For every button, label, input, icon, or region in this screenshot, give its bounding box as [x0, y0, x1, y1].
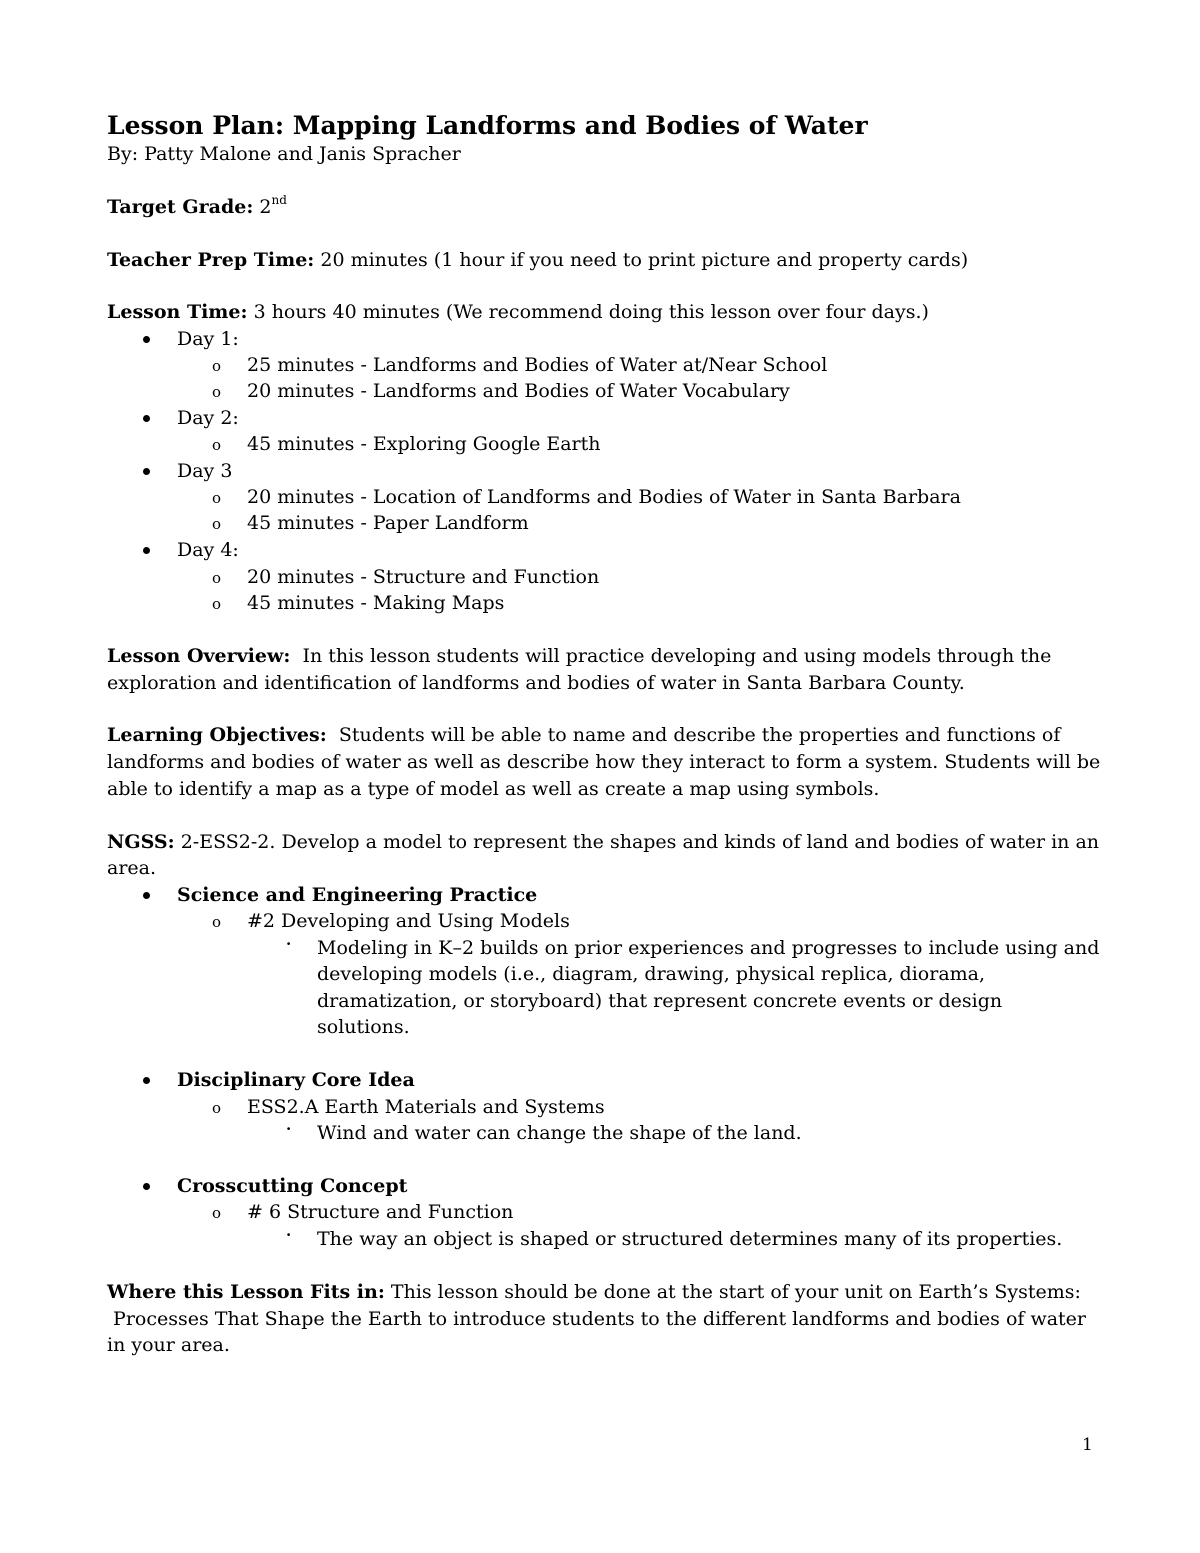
ngss-line: area. — [107, 857, 157, 879]
circle-bullet-icon: o — [212, 1099, 222, 1117]
schedule-item: 45 minutes - Exploring Google Earth — [247, 433, 601, 455]
day-label: Day 4: — [177, 539, 239, 561]
section-heading: Disciplinary Core Idea — [177, 1069, 415, 1091]
target-grade-value: 2 — [259, 196, 272, 218]
circle-bullet-icon: o — [212, 1204, 222, 1222]
ngss-label: NGSS: — [107, 831, 175, 853]
lesson-time — [107, 303, 929, 322]
circle-bullet-icon: o — [212, 489, 222, 507]
objectives-label: Learning Objectives: — [107, 724, 327, 746]
section-detail: developing models (i.e., diagram, drawing, physical replica, diorama, — [317, 963, 986, 985]
bullet-icon — [143, 892, 150, 899]
section-sub: ESS2.A Earth Materials and Systems — [247, 1096, 605, 1118]
square-bullet-icon: · — [286, 935, 292, 953]
fits-line: This lesson should be done at the start of your unit on Earth’s Systems: — [390, 1281, 1081, 1303]
schedule-item: 45 minutes - Paper Landform — [247, 512, 529, 534]
circle-bullet-icon: o — [212, 569, 222, 587]
bullet-icon — [143, 336, 150, 343]
circle-bullet-icon: o — [212, 515, 222, 533]
schedule-item: 20 minutes - Landforms and Bodies of Water Vocabulary — [247, 380, 790, 402]
overview-line: In this lesson students will practice developing and using models through the — [302, 645, 1052, 667]
schedule-item: 45 minutes - Making Maps — [247, 592, 505, 614]
overview-line: exploration and identification of landforms and bodies of water in Santa Barbara County. — [107, 672, 965, 694]
square-bullet-icon: · — [286, 1120, 292, 1138]
bullet-icon — [143, 547, 150, 554]
lesson-time-value: 3 hours 40 minutes (We recommend doing this lesson over four days.) — [253, 301, 929, 323]
day-label: Day 3 — [177, 460, 233, 482]
bullet-icon — [143, 468, 150, 475]
circle-bullet-icon: o — [212, 595, 222, 613]
circle-bullet-icon: o — [212, 913, 222, 931]
page-number: 1 — [1082, 1435, 1093, 1455]
fits-line: Processes That Shape the Earth to introduce students to the different landforms and bodies of water — [107, 1308, 1087, 1330]
section-heading: Crosscutting Concept — [177, 1175, 408, 1197]
authors: By: Patty Malone and Janis Spracher — [107, 143, 461, 165]
section-sub: # 6 Structure and Function — [247, 1201, 514, 1223]
section-detail: solutions. — [317, 1016, 410, 1038]
day-label: Day 1: — [177, 328, 239, 350]
schedule-item: 20 minutes - Location of Landforms and Bodies of Water in Santa Barbara — [247, 486, 961, 508]
fits-label: Where this Lesson Fits in: — [107, 1281, 385, 1303]
schedule-item: 25 minutes - Landforms and Bodies of Water at/Near School — [247, 354, 828, 376]
circle-bullet-icon: o — [212, 436, 222, 454]
overview-label: Lesson Overview: — [107, 645, 291, 667]
target-grade — [107, 193, 287, 218]
section-sub: #2 Developing and Using Models — [247, 910, 570, 932]
objectives-line: landforms and bodies of water as well as describe how they interact to form a system. Students will be — [107, 751, 1101, 773]
target-grade-sup: nd — [271, 193, 287, 207]
square-bullet-icon: · — [286, 1226, 292, 1244]
circle-bullet-icon: o — [212, 357, 222, 375]
ngss — [107, 833, 1099, 852]
bullet-icon — [143, 1183, 150, 1190]
section-detail: Modeling in K–2 builds on prior experiences and progresses to include using and — [317, 937, 1100, 959]
fits — [107, 1283, 1081, 1302]
overview — [107, 647, 1051, 666]
section-heading: Science and Engineering Practice — [177, 884, 538, 906]
prep-time — [107, 251, 968, 270]
lesson-time-label: Lesson Time: — [107, 301, 248, 323]
objectives — [107, 726, 1060, 745]
section-detail: Wind and water can change the shape of the land. — [317, 1122, 802, 1144]
section-detail: The way an object is shaped or structured determines many of its properties. — [317, 1228, 1063, 1250]
section-detail: dramatization, or storyboard) that represent concrete events or design — [317, 990, 1003, 1012]
prep-time-label: Teacher Prep Time: — [107, 249, 315, 271]
prep-time-value: 20 minutes (1 hour if you need to print picture and property cards) — [320, 249, 969, 271]
ngss-line: 2-ESS2-2. Develop a model to represent the shapes and kinds of land and bodies of water in an — [180, 831, 1100, 853]
day-label: Day 2: — [177, 407, 239, 429]
fits-line: in your area. — [107, 1334, 230, 1356]
objectives-line: able to identify a map as a type of model as well as create a map using symbols. — [107, 778, 880, 800]
bullet-icon — [143, 415, 150, 422]
target-grade-label: Target Grade: — [107, 196, 254, 218]
bullet-icon — [143, 1077, 150, 1084]
page-title: Lesson Plan: Mapping Landforms and Bodies of Water — [107, 111, 868, 140]
circle-bullet-icon: o — [212, 383, 222, 401]
schedule-item: 20 minutes - Structure and Function — [247, 566, 600, 588]
objectives-line: Students will be able to name and describe the properties and functions of — [338, 724, 1061, 746]
